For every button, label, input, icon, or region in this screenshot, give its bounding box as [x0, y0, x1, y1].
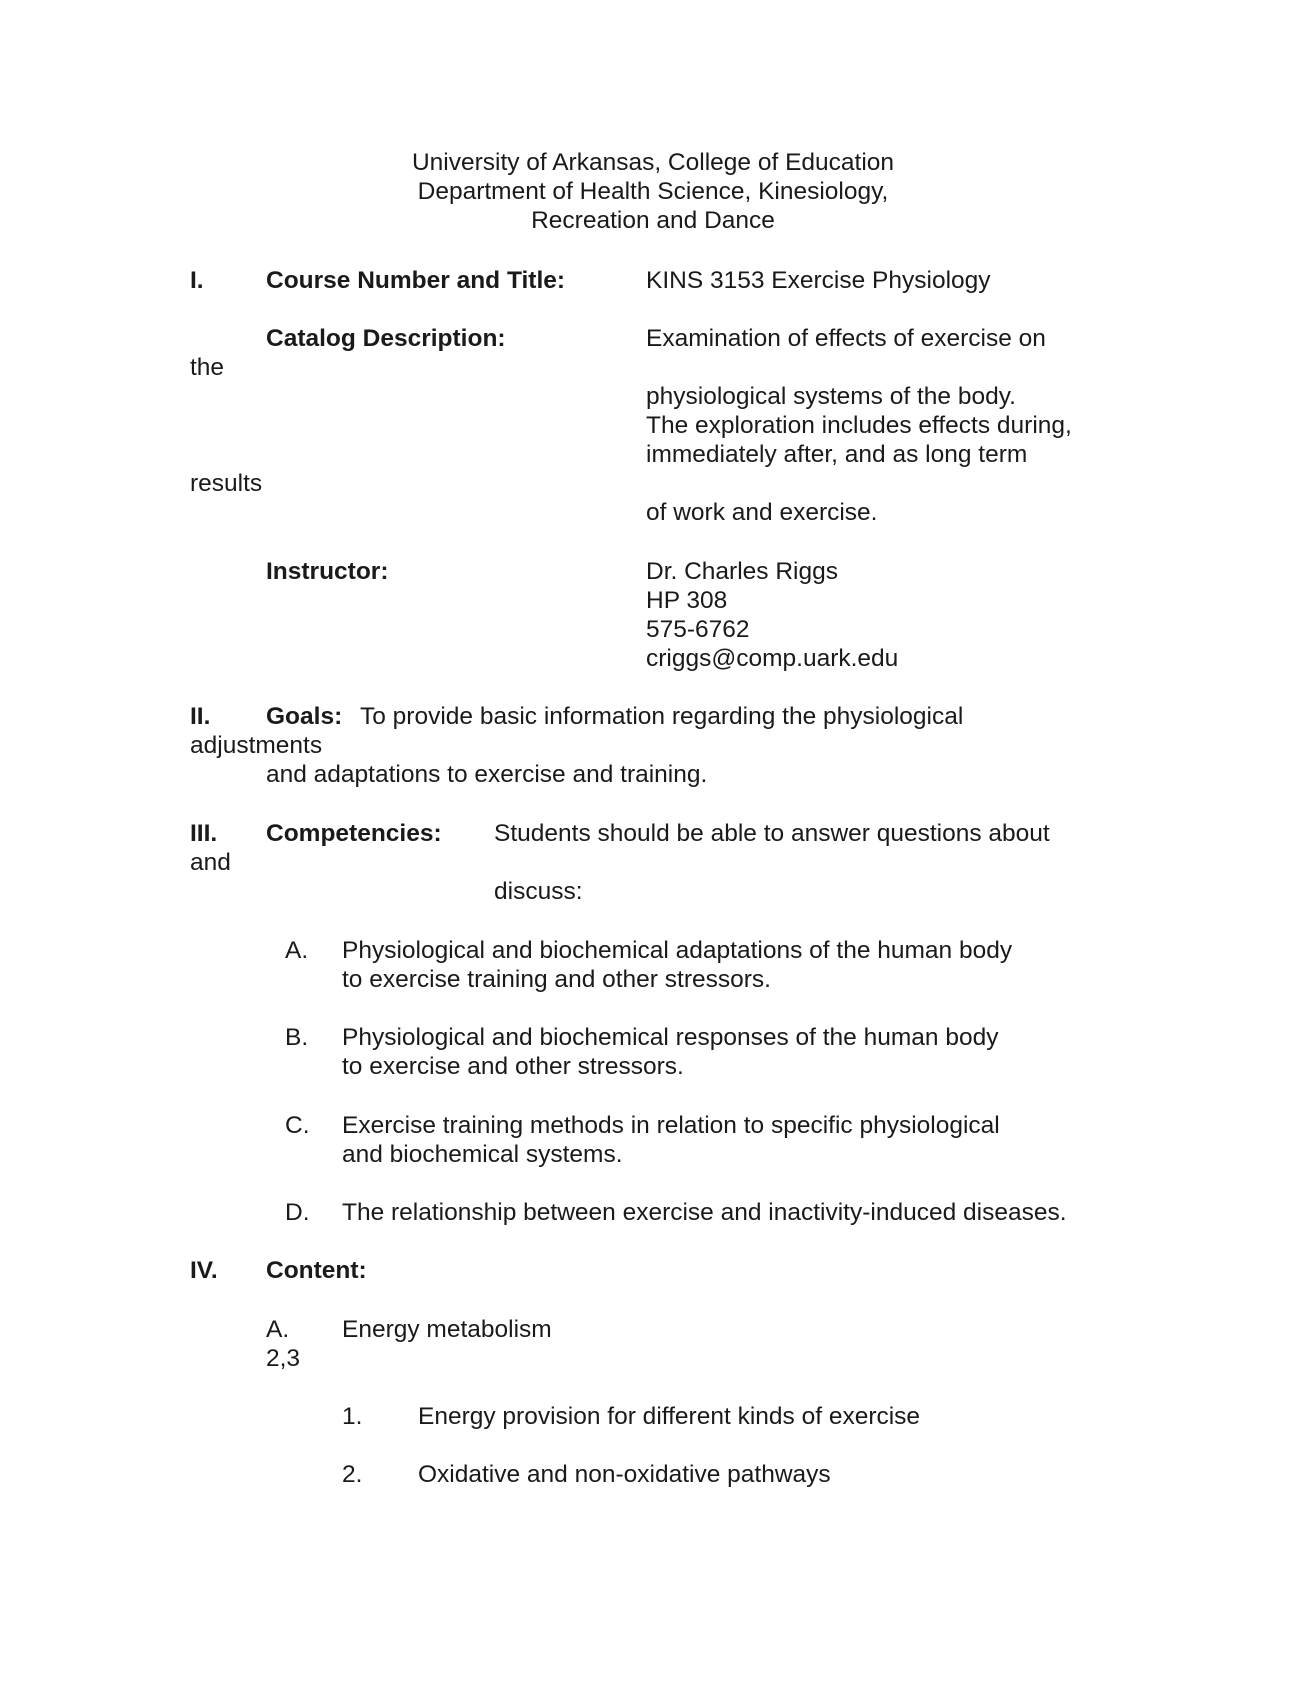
- header-department: Department of Health Science, Kinesiology,: [417, 178, 889, 205]
- content-subitem-text: Energy provision for different kinds of exercise: [418, 1403, 921, 1430]
- goals-label: Goals:: [266, 703, 343, 730]
- catalog-line: The exploration includes effects during,: [646, 412, 1072, 439]
- competency-letter: B.: [285, 1024, 309, 1051]
- catalog-line: results: [190, 470, 263, 497]
- competency-line: The relationship between exercise and inactivity-induced diseases.: [342, 1199, 1067, 1226]
- instructor-office: HP 308: [646, 587, 728, 614]
- competency-line: Exercise training methods in relation to specific physiological: [342, 1112, 1000, 1139]
- competency-line: to exercise training and other stressors.: [342, 966, 771, 993]
- header-university: University of Arkansas, College of Education: [411, 149, 895, 176]
- content-subitem-text: Oxidative and non-oxidative pathways: [418, 1461, 831, 1488]
- instructor-email: criggs@comp.uark.edu: [646, 645, 899, 672]
- catalog-line: of work and exercise.: [646, 499, 878, 526]
- competency-line: to exercise and other stressors.: [342, 1053, 684, 1080]
- content-label: Content:: [266, 1257, 367, 1284]
- course-value: KINS 3153 Exercise Physiology: [646, 267, 991, 294]
- section-2-numeral: II.: [190, 703, 211, 730]
- competencies-label: Competencies:: [266, 820, 442, 847]
- goals-line: and adaptations to exercise and training.: [266, 761, 708, 788]
- instructor-label: Instructor:: [266, 558, 389, 585]
- catalog-label: Catalog Description:: [266, 325, 506, 352]
- section-4-numeral: IV.: [190, 1257, 218, 1284]
- header-recreation: Recreation and Dance: [531, 207, 775, 234]
- course-label: Course Number and Title:: [266, 267, 566, 294]
- catalog-line: immediately after, and as long term: [646, 441, 1028, 468]
- catalog-line: Examination of effects of exercise on: [646, 325, 1046, 352]
- goals-line: adjustments: [190, 732, 323, 759]
- content-item-letter: A.: [266, 1316, 290, 1343]
- competencies-line: Students should be able to answer questions about: [494, 820, 1050, 847]
- instructor-phone: 575-6762: [646, 616, 750, 643]
- competency-line: Physiological and biochemical adaptations of the human body: [342, 937, 1013, 964]
- competency-line: and biochemical systems.: [342, 1141, 623, 1168]
- competency-line: Physiological and biochemical responses of the human body: [342, 1024, 999, 1051]
- catalog-line: the: [190, 354, 225, 381]
- competencies-line: and: [190, 849, 231, 876]
- instructor-name: Dr. Charles Riggs: [646, 558, 838, 585]
- competencies-line: discuss:: [494, 878, 583, 905]
- competency-letter: D.: [285, 1199, 310, 1226]
- goals-line: To provide basic information regarding the physiological: [360, 703, 964, 730]
- content-item-text: Energy metabolism: [342, 1316, 552, 1343]
- catalog-line: physiological systems of the body.: [646, 383, 1016, 410]
- content-subitem-number: 2.: [342, 1461, 363, 1488]
- content-subitem-number: 1.: [342, 1403, 363, 1430]
- competency-letter: C.: [285, 1112, 310, 1139]
- section-1-numeral: I.: [190, 267, 204, 294]
- competency-letter: A.: [285, 937, 309, 964]
- section-3-numeral: III.: [190, 820, 218, 847]
- content-item-ref: 2,3: [266, 1345, 301, 1372]
